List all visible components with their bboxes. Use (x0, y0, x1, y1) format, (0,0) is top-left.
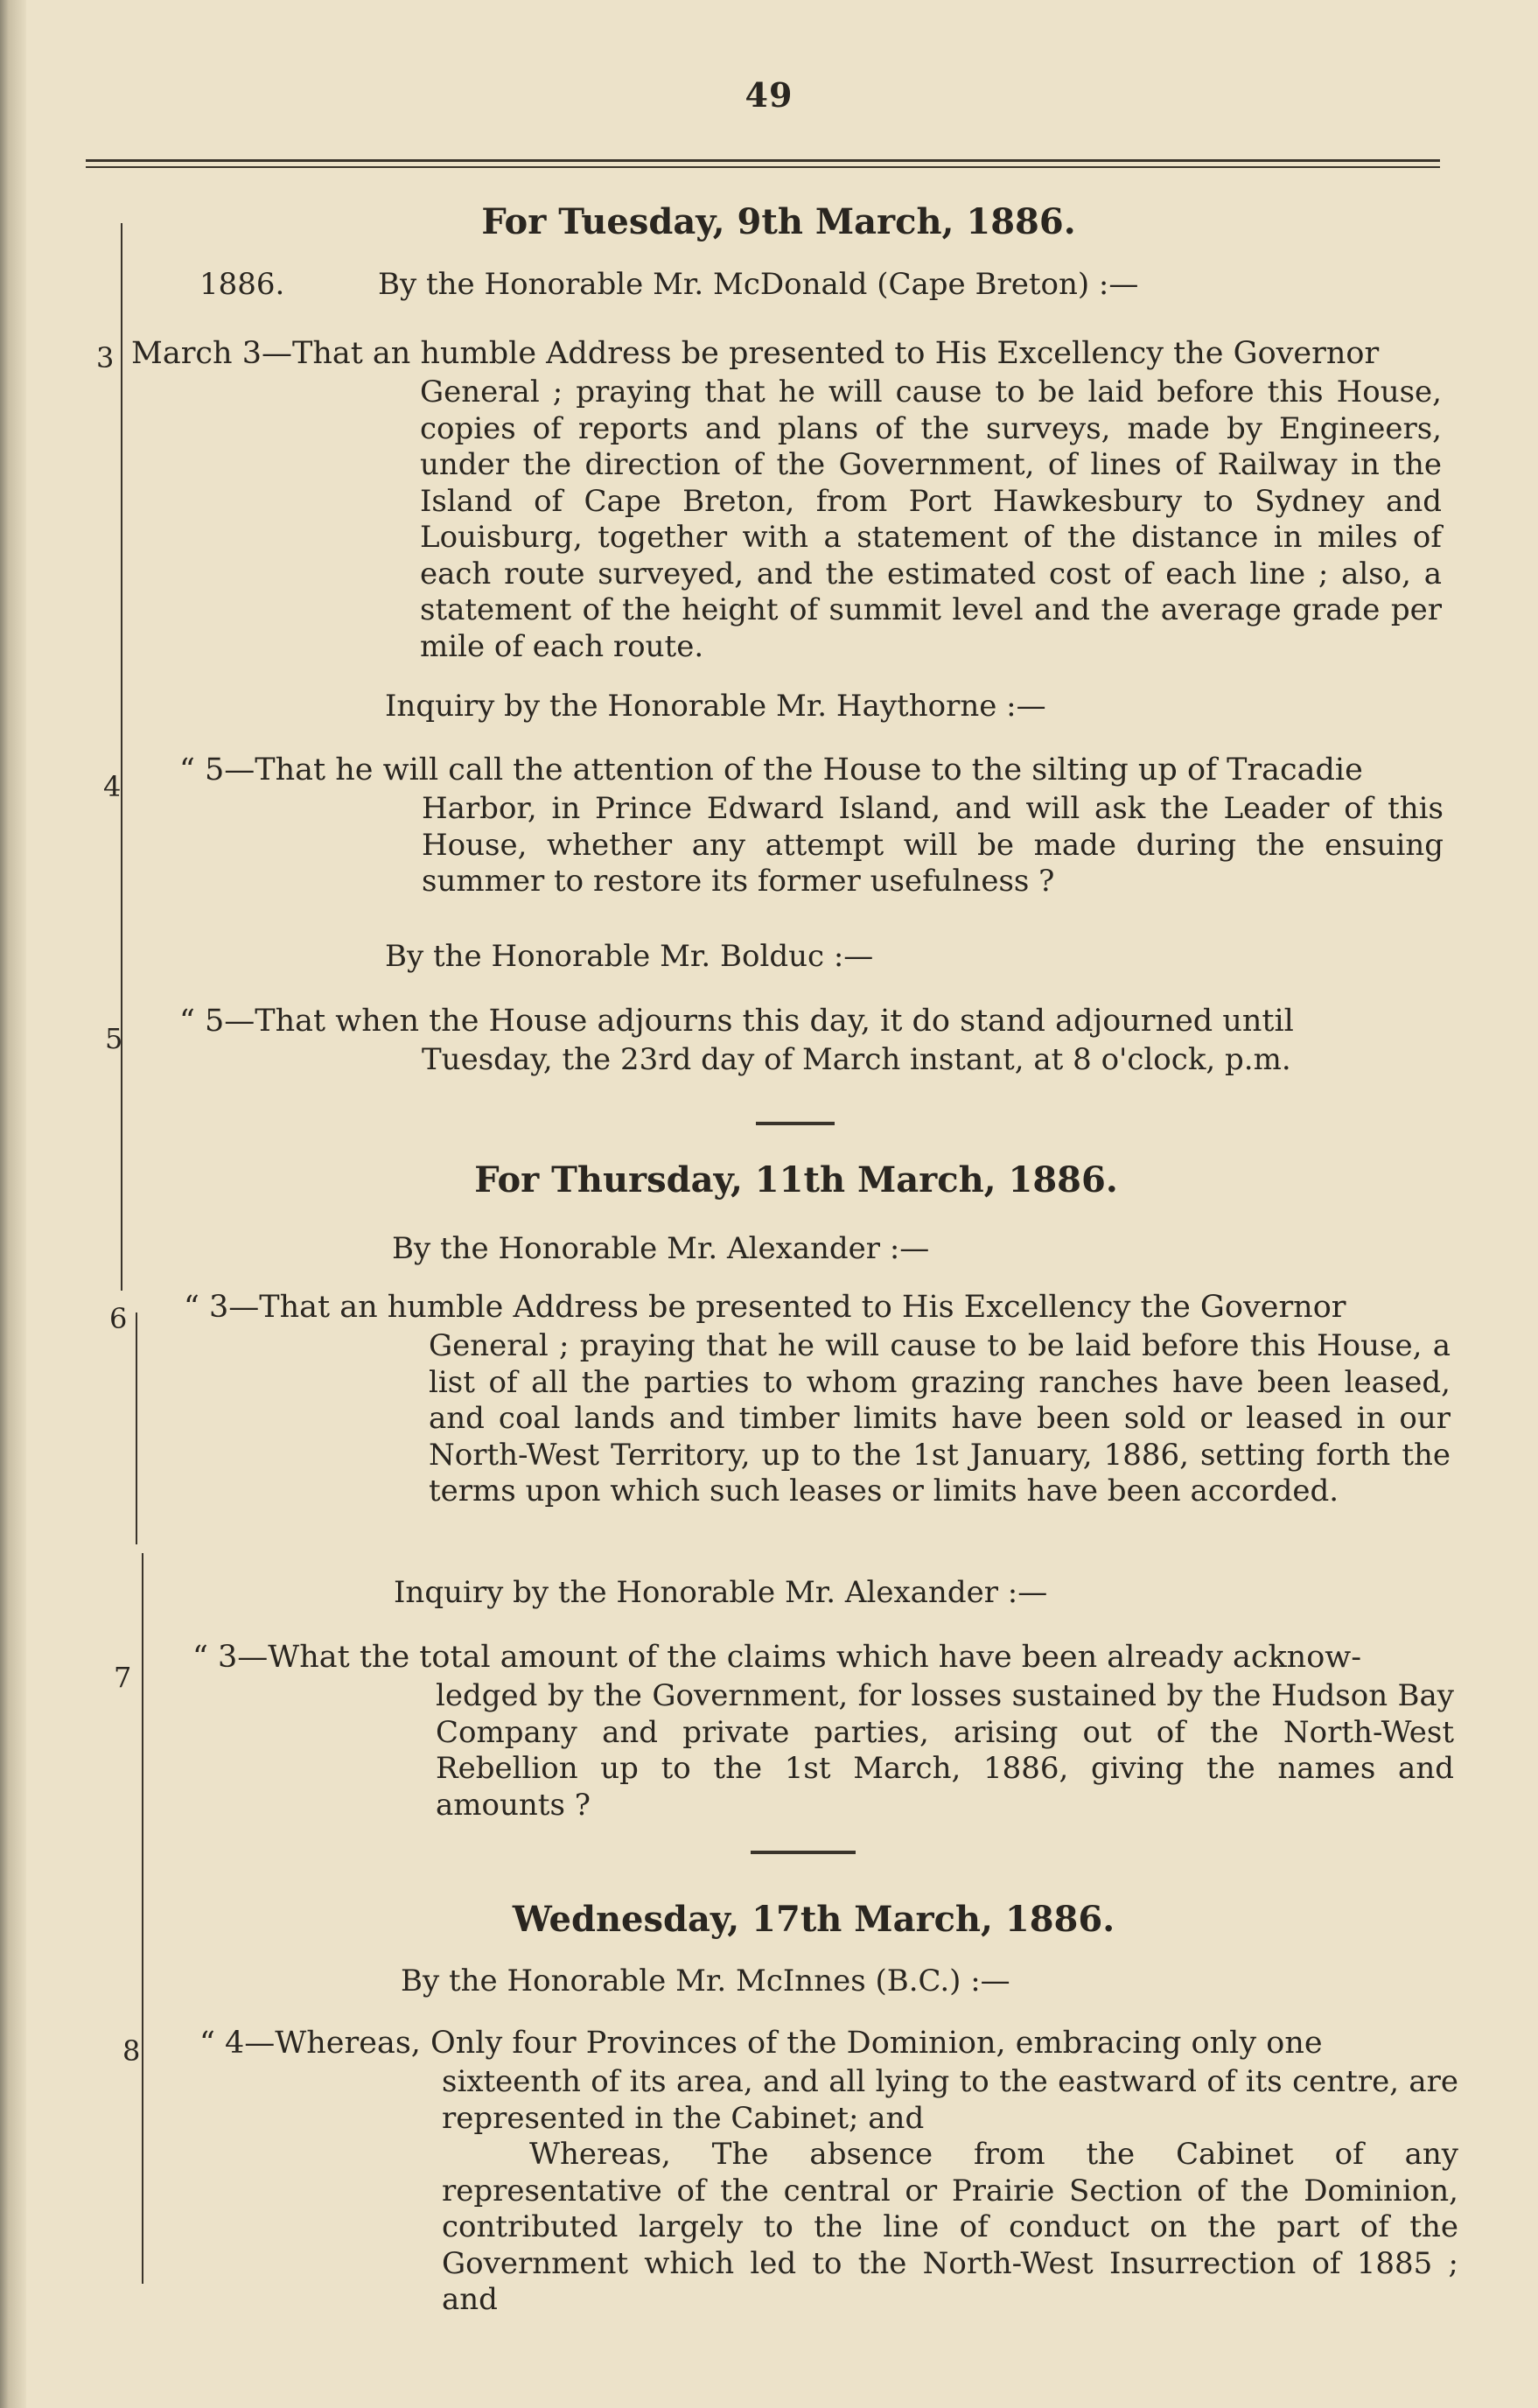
entry-text: General ; praying that he will cause to be laid before this House, copies of reports and plans of the surveys, made by Engineers, under the direction of the Government, of lines of Railway in the Island of Cape Breton, from Port Hawkesbury to Sydney and Louisburg, together with a statement of the distance in miles of each route surveyed, and the estimated cost of each line ; also, a statement of the height of summit level and the average grade per mile of each route. (420, 374, 1442, 664)
entry-lead: “ 4—Whereas, Only four Provinces of the Dominion, embracing only one (199, 2026, 1323, 2061)
entry-lead: “ 3—That an humble Address be presented to His Excellency the Governor (184, 1290, 1346, 1325)
section-divider (751, 1851, 856, 1854)
entry-lead: “ 5—That when the House adjourns this day, it do stand adjourned until (179, 1004, 1294, 1039)
entry-intro: By the Honorable Mr. McInnes (B.C.) :— (401, 1964, 1010, 1998)
entry-intro: Inquiry by the Honorable Mr. Alexander :— (394, 1575, 1048, 1610)
entry-text: sixteenth of its area, and all lying to the eastward of its centre, are represented in the Cabinet; and Whereas, The absence from the Cabinet of any representative of the central or Prairie Section of the Dominion, contributed largely to the line of conduct on the part of the Government which led to the North-West Insurrection of 1885 ; and (442, 2064, 1458, 2317)
entry-text: Harbor, in Prince Edward Island, and will ask the Leader of this House, whether any attempt will be made during the ensuing summer to restore its former usefulness ? (422, 791, 1444, 899)
entry-lead: “ 3—What the total amount of the claims which have been already acknow- (192, 1640, 1362, 1675)
header-rule-double (86, 166, 1440, 168)
section-divider (756, 1122, 835, 1125)
entry-intro: By the Honorable Mr. Alexander :— (392, 1231, 930, 1266)
entry-text: Tuesday, the 23rd day of March instant, at 8 o'clock, p.m. (422, 1042, 1291, 1077)
entry-number: 3 (96, 341, 115, 374)
entry-text: General ; praying that he will cause to be laid before this House, a list of all the parties to whom grazing ranches have been leased, and coal lands and timber limits have been sold or leased in our North-West Territory, up to the 1st January, 1886, setting forth the terms upon which such leases or limits have been accorded. (429, 1328, 1451, 1508)
entry-number: 5 (105, 1022, 123, 1055)
entry-intro: By the Honorable Mr. McDonald (Cape Breton) :— (378, 267, 1139, 302)
entry-intro: Inquiry by the Honorable Mr. Haythorne :— (385, 689, 1046, 724)
entry-text: ledged by the Government, for losses sustained by the Hudson Bay Company and private parties, arising out of the North-West Rebellion up to the 1st March, 1886, giving the names and amounts ? (436, 1678, 1454, 1823)
entry-year: 1886. (199, 267, 285, 302)
margin-line (121, 223, 122, 1291)
entry-intro: By the Honorable Mr. Bolduc :— (385, 939, 874, 974)
margin-line (142, 1553, 143, 2284)
page-number: 49 (745, 75, 793, 115)
section-heading: For Tuesday, 9th March, 1886. (481, 201, 1076, 242)
entry-lead: March 3—That an humble Address be presented to His Excellency the Governor (131, 336, 1380, 371)
margin-line (136, 1312, 137, 1544)
entry-lead: “ 5—That he will call the attention of the House to the silting up of Tracadie (179, 752, 1363, 788)
page-binding-shadow (0, 0, 26, 2408)
section-heading: Wednesday, 17th March, 1886. (512, 1899, 1115, 1940)
entry-number: 4 (103, 770, 122, 803)
entry-number: 8 (122, 2034, 141, 2068)
header-rule (86, 159, 1440, 162)
entry-number: 7 (114, 1661, 132, 1694)
section-heading: For Thursday, 11th March, 1886. (474, 1159, 1118, 1200)
entry-number: 6 (109, 1302, 128, 1335)
